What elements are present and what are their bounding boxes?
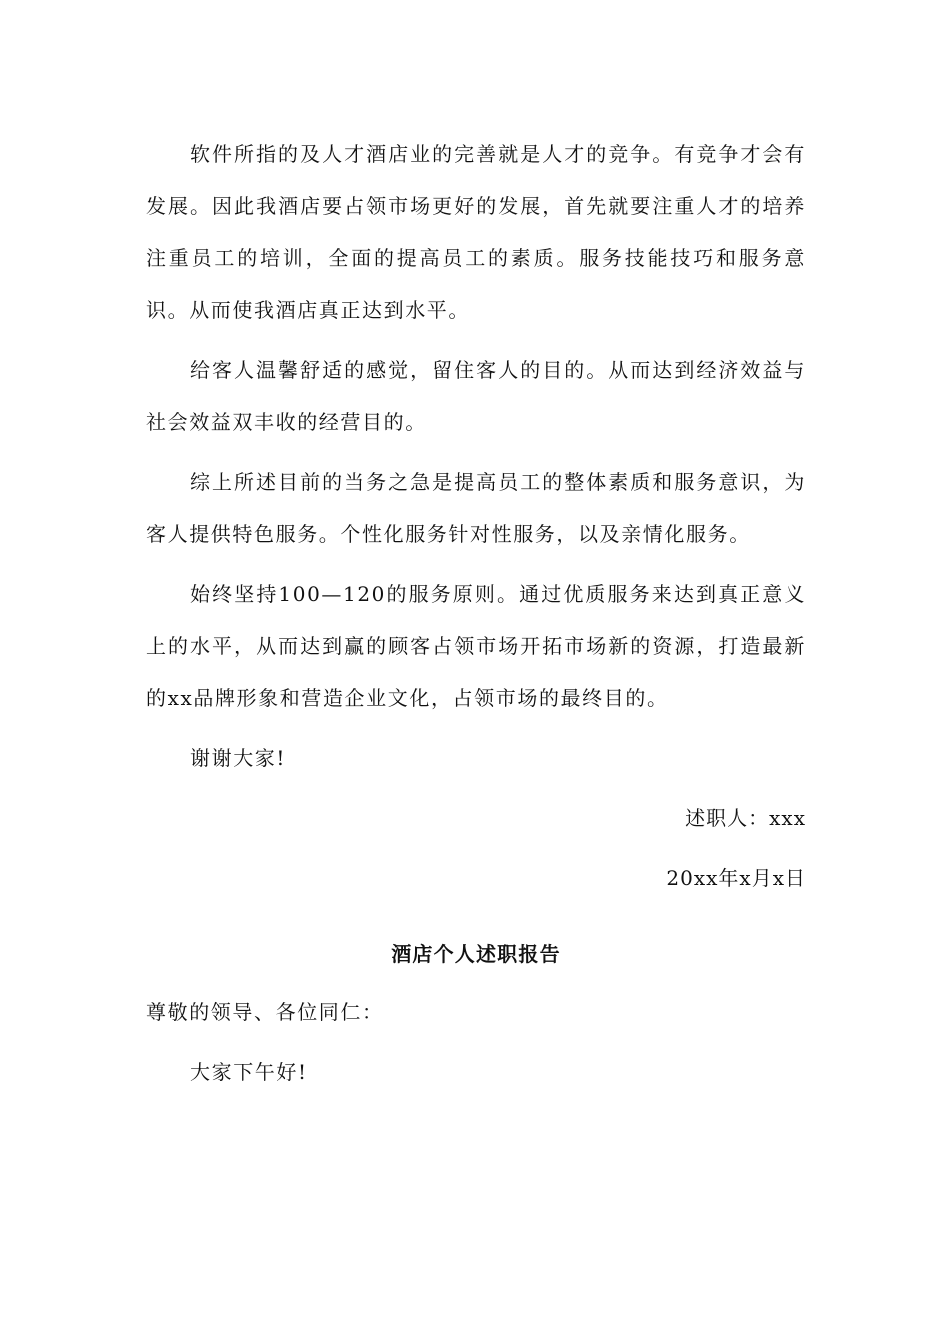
paragraph-summary: 综上所述目前的当务之急是提高员工的整体素质和服务意识，为客人提供特色服务。个性化服务针对性服务，以及亲情化服务。 [146, 470, 806, 546]
greeting: 大家下午好! [190, 1060, 308, 1084]
paragraph-thanks: 谢谢大家! [190, 746, 287, 770]
section-title: 酒店个人述职报告 [391, 942, 561, 966]
paragraph-service-principle: 始终坚持100—120的服务原则。通过优质服务来达到真正意义上的水平，从而达到赢的顾客占领市场开拓市场新的资源，打造最新的xx品牌形象和营造企业文化，占领市场的最终目的。 [146, 582, 806, 710]
document-body [146, 128, 806, 1106]
signature-date: 20xx年x月x日 [666, 866, 806, 890]
signature-reporter: 述职人：xxx [685, 806, 806, 830]
paragraph-talent: 软件所指的及人才酒店业的完善就是人才的竞争。有竞争才会有发展。因此我酒店要占领市场更好的发展，首先就要注重人才的培养注重员工的培训，全面的提高员工的素质。服务技能技巧和服务意识。从而使我酒店真正达到水平。 [146, 142, 806, 322]
paragraph-customer-experience: 给客人温馨舒适的感觉，留住客人的目的。从而达到经济效益与社会效益双丰收的经营目的。 [146, 358, 806, 434]
salutation: 尊敬的领导、各位同仁： [146, 1000, 384, 1024]
